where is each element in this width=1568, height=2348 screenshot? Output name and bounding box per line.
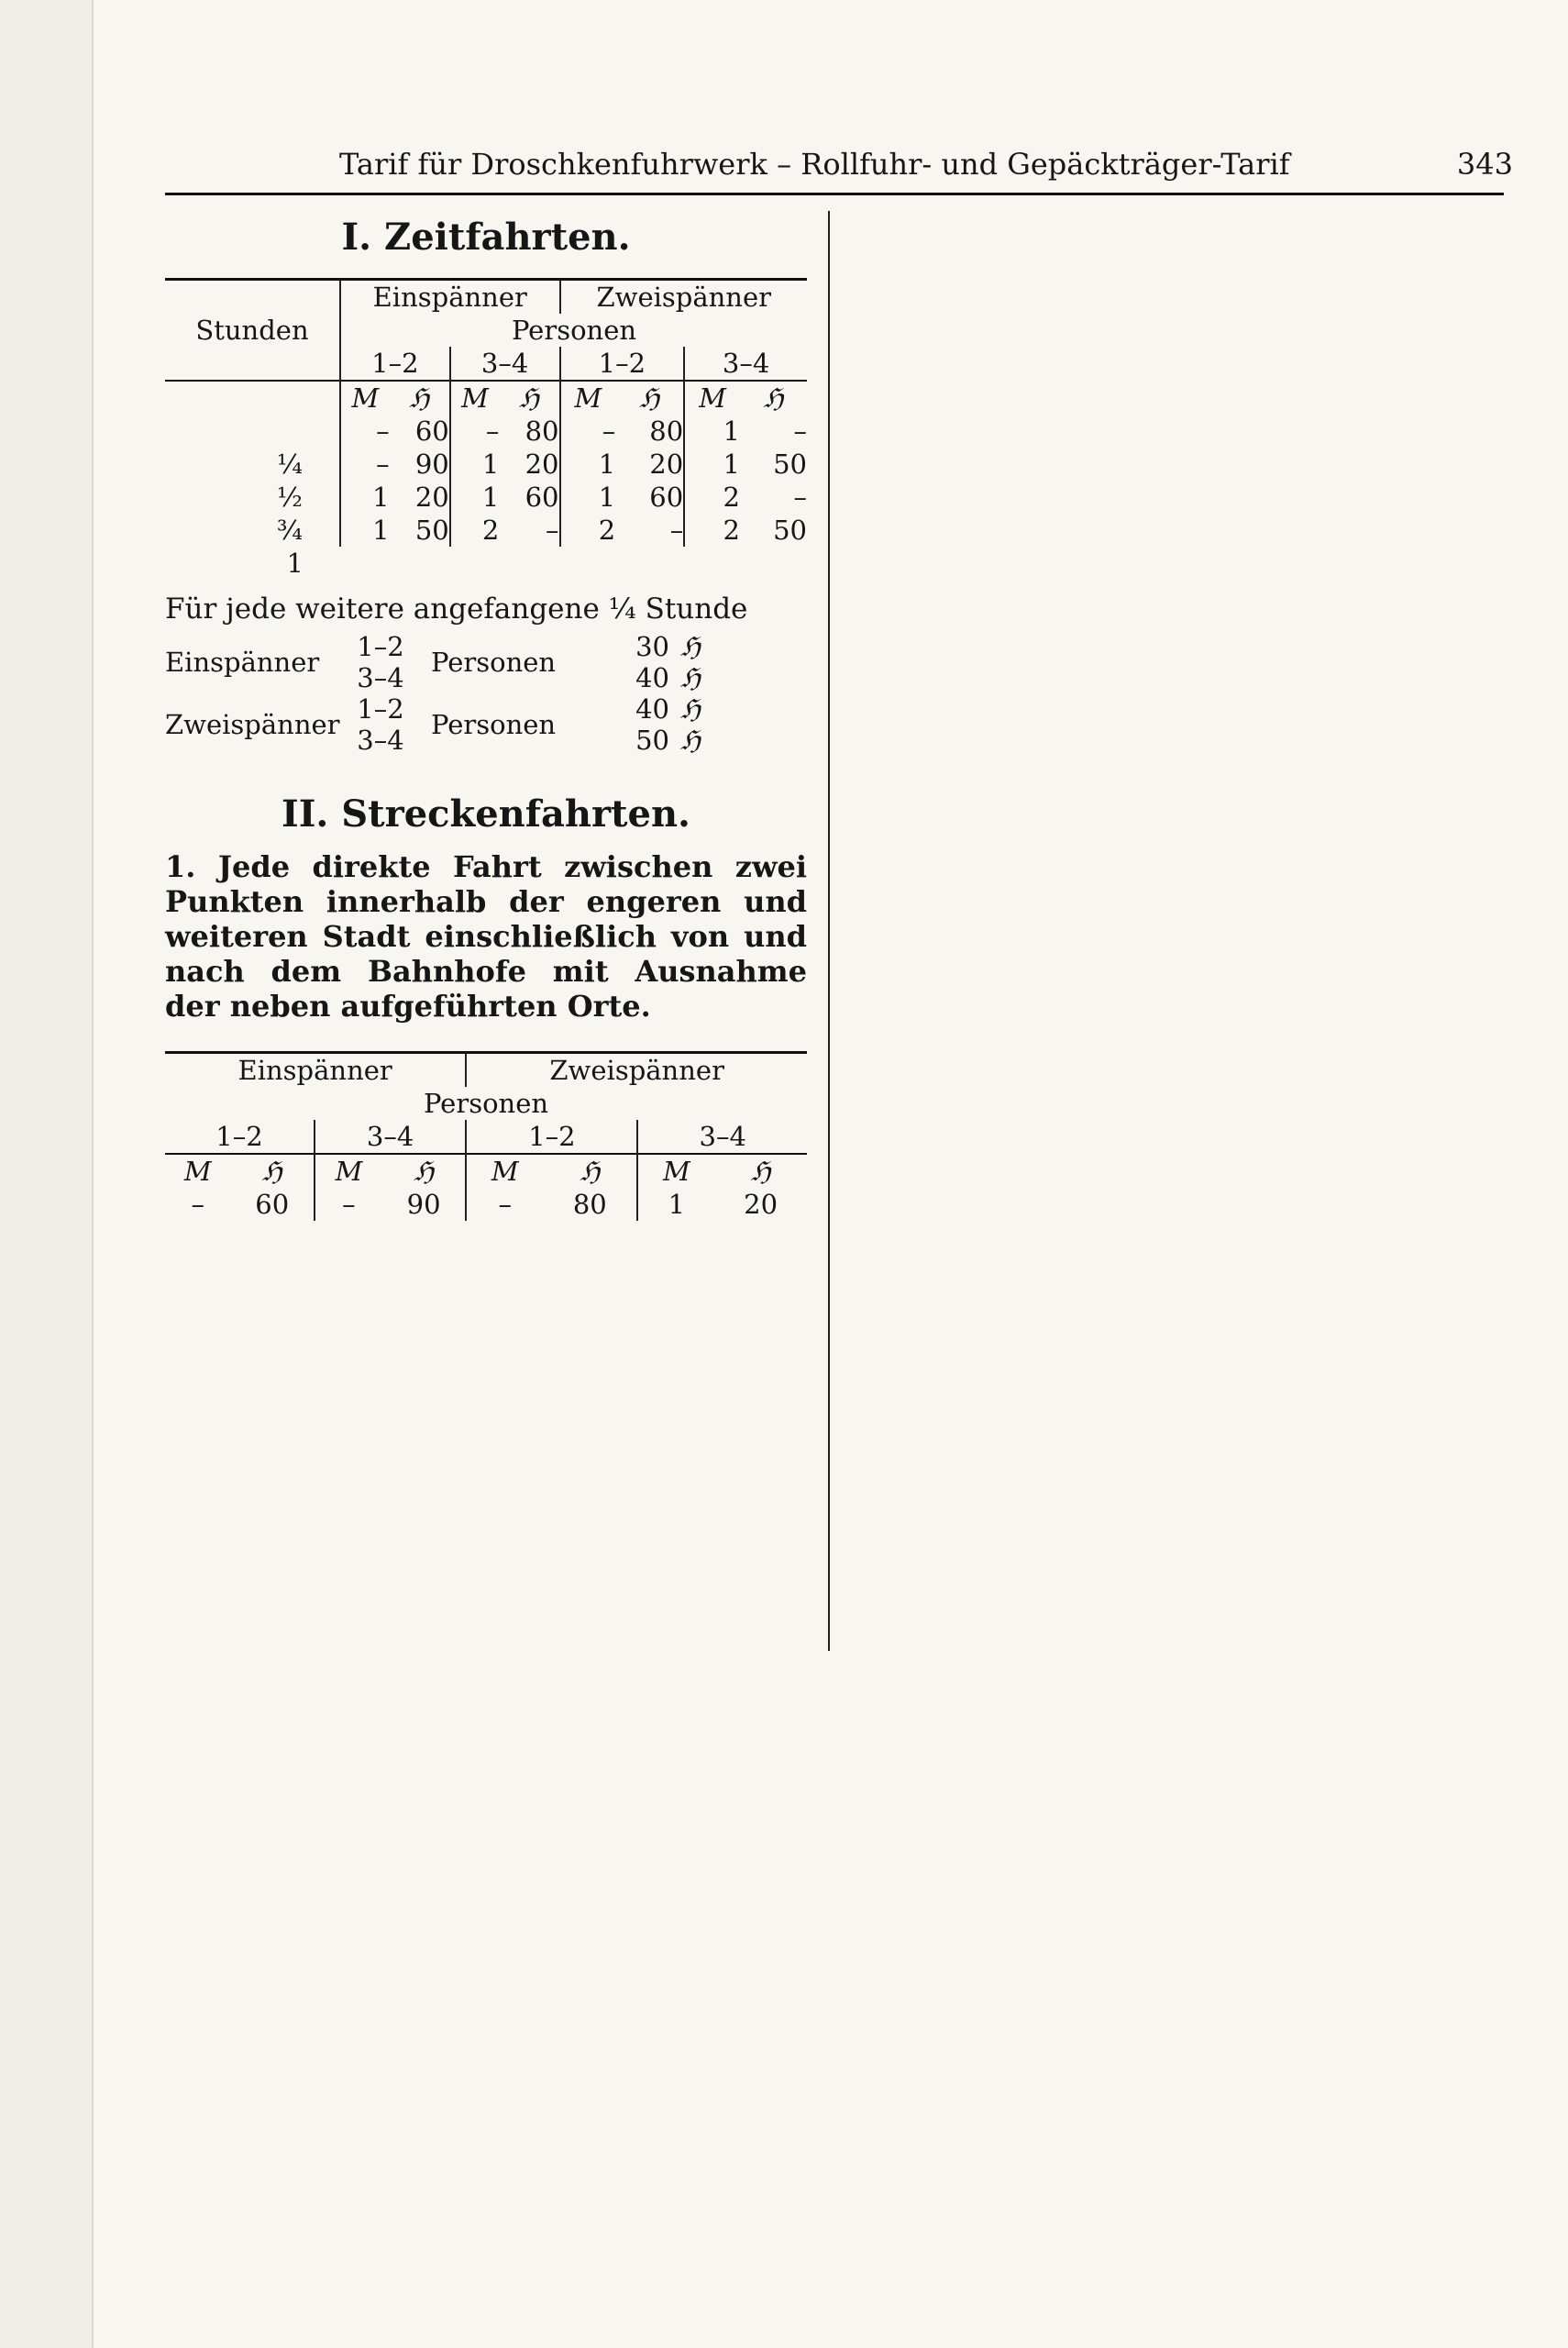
unit-pf: ℌ bbox=[763, 382, 784, 414]
personen-header: Personen bbox=[340, 314, 807, 347]
row-label-header: Stunden bbox=[165, 280, 340, 382]
left-column bbox=[165, 206, 807, 1221]
unit-mark: M bbox=[340, 381, 390, 415]
extra-label: Zweispänner bbox=[165, 709, 340, 740]
zeitfahrten-table bbox=[165, 278, 807, 580]
column-divider bbox=[828, 211, 830, 1651]
zweispaenner-header: Zweispänner bbox=[466, 1053, 807, 1088]
group-header: 3–4 bbox=[450, 347, 560, 381]
table-row: – 60 – 90 – 80 1 20 bbox=[191, 1189, 778, 1220]
section2-paragraph: 1. Jede direkte Fahrt zwischen zwei Punkten innerhalb der engeren und weiteren Stadt einschließlich von und nach dem Bahnhofe mit Ausnahme der neben aufgeführten Orte. bbox=[165, 849, 807, 1024]
einspaenner-header: Einspänner bbox=[165, 1053, 466, 1088]
extra-quarter-line: Für jede weitere angefangene ¼ Stunde bbox=[165, 593, 748, 626]
unit-mark: M bbox=[684, 381, 740, 415]
unit-pf: ℌ bbox=[518, 382, 539, 414]
unit-pf: ℌ bbox=[409, 382, 430, 414]
unit-mark: M bbox=[450, 381, 500, 415]
extra-quarter-table: Einspänner 1–2 Personen 30 ℌ 3–4 40 ℌ Zweispänner 1–2 Personen 40 ℌ 3–4 50 ℌ bbox=[165, 631, 701, 756]
table-row: – 60 – 80 – 80 1 – bbox=[165, 415, 807, 448]
section-title-zeitfahrten: I. Zeitfahrten. bbox=[341, 216, 631, 259]
einspaenner-header: Einspänner bbox=[340, 280, 560, 315]
running-title: Tarif für Droschkenfuhrwerk – Rollfuhr- und Gepäckträger-Tarif bbox=[339, 147, 1290, 182]
previous-page-strip bbox=[0, 0, 94, 2348]
table-row: ¼ – 90 1 20 1 20 1 50 bbox=[276, 449, 807, 480]
group-header: 1–2 bbox=[560, 347, 685, 381]
table-row: 1 bbox=[286, 548, 304, 579]
personen-header: Personen bbox=[423, 1088, 549, 1119]
table-row: ¾ 1 50 2 – 2 – 2 50 bbox=[276, 515, 807, 546]
zweispaenner-header: Zweispänner bbox=[560, 280, 807, 315]
page-number: 343 bbox=[1456, 147, 1513, 182]
section-title-streckenfahrten: II. Streckenfahrten. bbox=[282, 792, 690, 836]
unit-mark: M bbox=[560, 381, 616, 415]
group-header: 3–4 bbox=[684, 347, 807, 381]
header-rule bbox=[165, 193, 1504, 195]
table-row: ½ 1 20 1 60 1 60 2 – bbox=[276, 482, 807, 513]
group-header: 1–2 bbox=[340, 347, 450, 381]
extra-label: Einspänner bbox=[165, 647, 320, 678]
unit-pf: ℌ bbox=[639, 382, 660, 414]
streckenfahrten-table: Einspänner Zweispänner Personen 1–2 3–4 1–2 3–4 M ℌ M ℌ M ℌ M ℌ – 60 – 90 – 80 1 20 bbox=[165, 1051, 807, 1221]
